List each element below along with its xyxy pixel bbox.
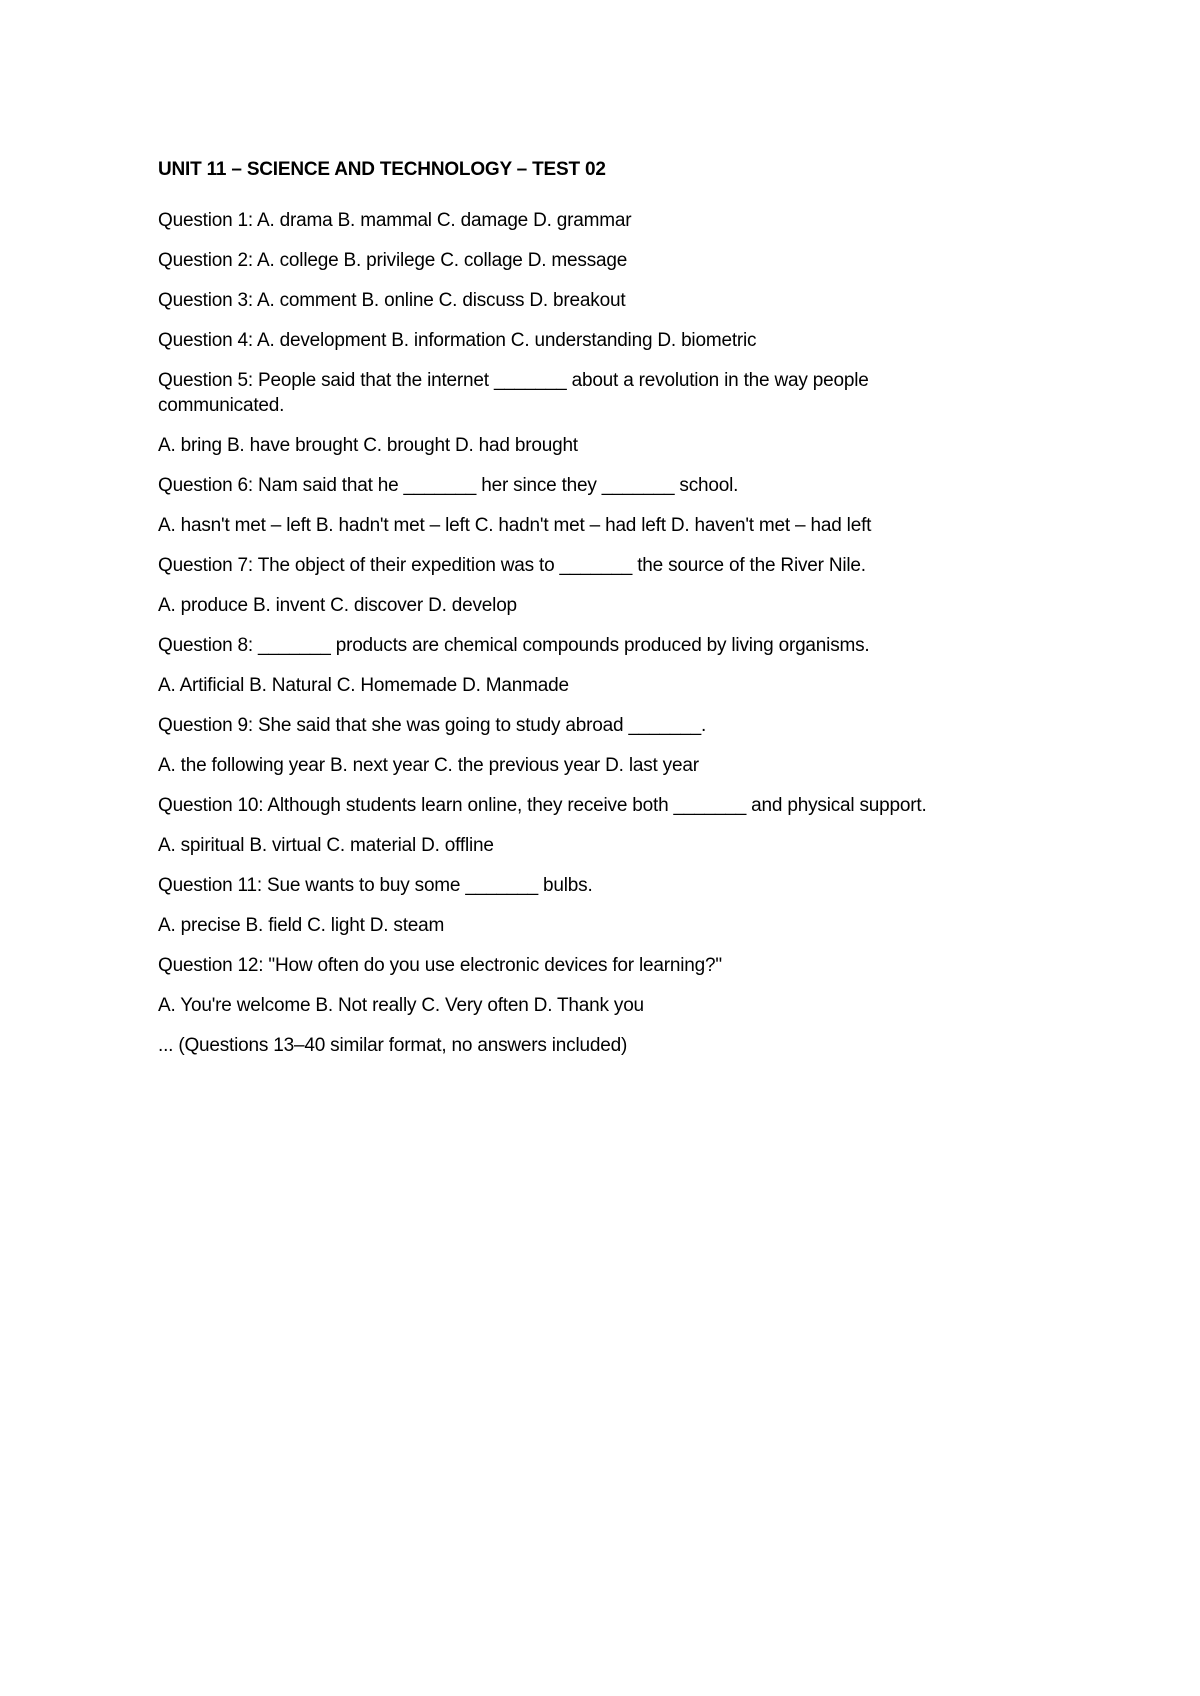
question-8-options: A. Artificial B. Natural C. Homemade D. Manmade [158, 675, 569, 696]
question-3: Question 3: A. comment B. online C. discuss D. breakout [158, 290, 626, 311]
question-4: Question 4: A. development B. information C. understanding D. biometric [158, 330, 757, 351]
question-5: Question 5: People said that the internet _______ about a revolution in the way people communicated. [158, 370, 869, 416]
question-10-options: A. spiritual B. virtual C. material D. offline [158, 835, 494, 856]
question-7-options: A. produce B. invent C. discover D. develop [158, 595, 517, 616]
remaining-questions-note: ... (Questions 13–40 similar format, no answers included) [158, 1035, 628, 1056]
question-11-options: A. precise B. field C. light D. steam [158, 915, 445, 936]
question-12: Question 12: "How often do you use electronic devices for learning?" [158, 955, 722, 976]
question-1: Question 1: A. drama B. mammal C. damage D. grammar [158, 210, 632, 231]
question-8: Question 8: _______ products are chemical compounds produced by living organisms. [158, 635, 870, 656]
question-2: Question 2: A. college B. privilege C. collage D. message [158, 250, 628, 271]
document-content [158, 158, 1058, 1073]
question-6: Question 6: Nam said that he _______ her since they _______ school. [158, 475, 739, 496]
question-12-options: A. You're welcome B. Not really C. Very often D. Thank you [158, 995, 644, 1016]
question-7: Question 7: The object of their expedition was to _______ the source of the River Nile. [158, 555, 866, 576]
question-5-options: A. bring B. have brought C. brought D. had brought [158, 435, 578, 456]
question-10: Question 10: Although students learn online, they receive both _______ and physical support. [158, 795, 927, 816]
question-11: Question 11: Sue wants to buy some _______ bulbs. [158, 875, 593, 896]
question-6-options: A. hasn't met – left B. hadn't met – left C. hadn't met – had left D. haven't met – had left [158, 515, 872, 536]
question-9: Question 9: She said that she was going to study abroad _______. [158, 715, 707, 736]
document-title: UNIT 11 – SCIENCE AND TECHNOLOGY – TEST 02 [158, 159, 606, 180]
question-9-options: A. the following year B. next year C. the previous year D. last year [158, 755, 699, 776]
